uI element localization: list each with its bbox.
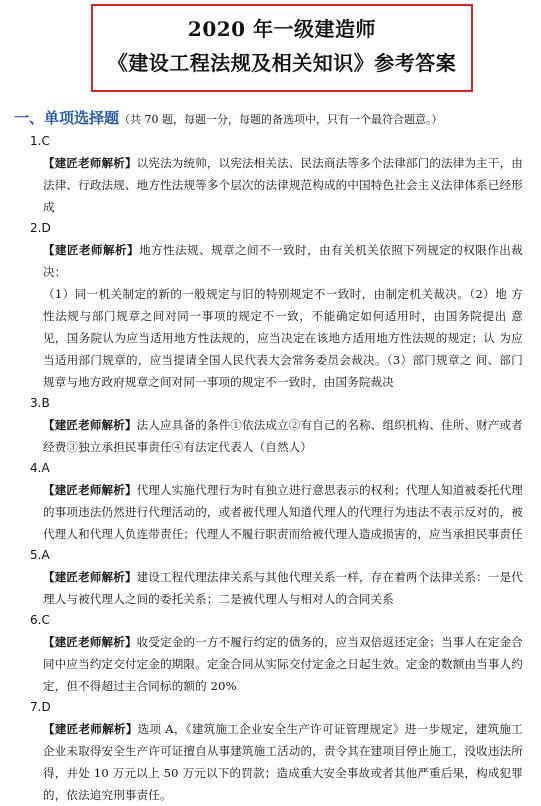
answer-number: 4.A: [30, 461, 50, 475]
explanation-text: 建设工程代理法律关系与其他代理关系一样，存在着两个法律关系：一是代理人与被代理人之间的委托关系；二是被代理人与相对人的合同关系: [43, 570, 523, 606]
answer-number: 6.C: [30, 613, 50, 627]
answer-explanation: [0, 718, 541, 806]
explanation-text: 以宪法为统帅，以宪法相关法、民法商法等多个法律部门的法律为主干，由法律、行政法规、地方性法规等多个层次的法律规范构成的中国特色社会主义法律体系已经形成: [43, 156, 523, 214]
section-header: [14, 108, 534, 128]
explanation-tag: 【建匠老师解析】: [43, 635, 137, 649]
answer-number: 1.C: [30, 134, 50, 148]
document-title: 2020 年一级建造师: [187, 17, 377, 41]
explanation-text: 法人应具备的条件①依法成立②有自己的名称、组织机构、住所、财产或者经费③独立承担民事责任④有法定代表人（自然人）: [43, 418, 523, 454]
explanation-tag: 【建匠老师解析】: [43, 483, 137, 497]
explanation-tag: 【建匠老师解析】: [43, 156, 137, 170]
answer-item: [0, 131, 541, 218]
explanation-text: 选项 A，《建筑施工企业安全生产许可证管理规定》进一步规定，建筑施工企业未取得安全生产许可证擅自从事建筑施工活动的，责令其在建项目停止施工，没收违法所得，并处 10 万元以上 50 万元以下的罚款；造成重大安全事故或者其他严重后果，构成犯罪的，依法追究刑事责任。: [43, 722, 523, 802]
explanation-tag: 【建匠老师解析】: [43, 570, 137, 584]
answer-item: [0, 697, 541, 806]
answer-number: 2.D: [30, 221, 51, 235]
answer-list: [0, 131, 541, 806]
answer-explanation: [0, 414, 541, 458]
answer-item: [0, 218, 541, 393]
section-heading: 一、单项选择题: [14, 109, 120, 127]
section-note: （共 70 题，每题一分，每题的备选项中，只有一个最符合题意。）: [119, 113, 443, 126]
answer-number: 7.D: [30, 700, 51, 714]
explanation-tag: 【建匠老师解析】: [43, 722, 138, 736]
explanation-text: 地方性法规、规章之间不一致时，由有关机关依照下列规定的权限作出裁决：: [43, 243, 523, 279]
answer-explanation: [0, 152, 541, 218]
answer-explanation: [0, 479, 541, 545]
answer-item: [0, 458, 541, 545]
answer-number: 5.A: [30, 548, 50, 562]
document-subtitle: 《建设工程法规及相关知识》参考答案: [107, 51, 457, 75]
explanation-tag: 【建匠老师解析】: [43, 418, 137, 432]
answer-item: [0, 393, 541, 458]
answer-item: [0, 610, 541, 697]
answer-number: 3.B: [30, 396, 50, 410]
answer-explanation: [0, 566, 541, 610]
answer-explanation: [0, 239, 541, 283]
explanation-text: 收受定金的一方不履行约定的债务的，应当双倍返还定金；当事人在定金合同中应当约定交付定金的期限。定金合同从实际交付定金之日起生效。定金的数额由当事人约定，但不得超过主合同标的额的 20%: [43, 635, 523, 693]
explanation-text: 代理人实施代理行为时有独立进行意思表示的权利；代理人知道被委托代理的事项违法仍然进行代理活动的，或者被代理人知道代理人的代理行为违法不表示反对的，被代理人和代理人负连带责任；代理人不履行职责而给被代理人造成损害的，应当承担民事责任: [43, 483, 523, 541]
explanation-tag: 【建匠老师解析】: [43, 243, 140, 257]
answer-explanation: [0, 631, 541, 697]
title-box: [91, 4, 473, 92]
explanation-continuation: （1）同一机关制定的新的一般规定与旧的特别规定不一致时，由制定机关裁决。（2）地 方性法规与部门规章之间对同一事项的规定不一致，不能确定如何适用时，由国务院提出 意见，国务院认为应当适用地方性法规的，应当决定在该地方适用地方性法规的规定；认 为应当适用部门规章的，应当提请全国人民代表大会常务委员会裁决。（3）部门规章之 间、部门规章与地方政府规章之间对同一事项的规定不一致时，由国务院裁决: [43, 287, 523, 389]
answer-item: [0, 545, 541, 610]
